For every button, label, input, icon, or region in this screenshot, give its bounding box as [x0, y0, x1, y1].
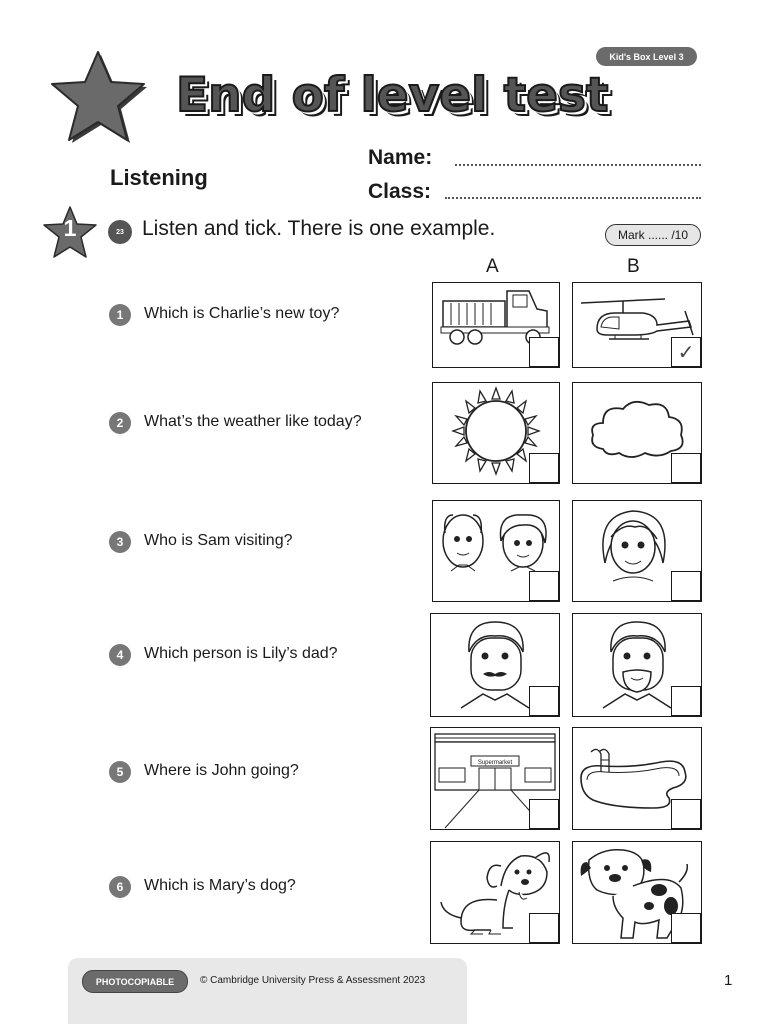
column-a-heading: A	[486, 256, 499, 277]
tick-box-a[interactable]	[529, 913, 559, 943]
tick-box-a[interactable]	[529, 453, 559, 483]
question-text: Which is Mary’s dog?	[144, 877, 296, 894]
option-b-woman[interactable]	[572, 500, 702, 602]
page-number: 1	[724, 972, 733, 989]
option-a-grandparents[interactable]	[432, 500, 560, 602]
option-b-swimming-pool[interactable]	[572, 727, 702, 830]
question-text: Which is Charlie’s new toy?	[144, 305, 340, 322]
class-label: Class:	[368, 180, 432, 203]
tick-box-b[interactable]	[671, 913, 701, 943]
supermarket-sign: Supermarket	[477, 760, 513, 766]
exercise-instruction: Listen and tick. There is one example.	[142, 217, 496, 240]
option-b-spotted-dog[interactable]	[572, 841, 702, 944]
option-b-helicopter[interactable]	[572, 282, 702, 368]
question-number: 4	[109, 644, 131, 666]
mark-box: Mark ...... /10	[605, 224, 701, 246]
page-title: End of level test	[176, 68, 609, 123]
question-text: What’s the weather like today?	[144, 413, 362, 430]
option-a-truck[interactable]	[432, 282, 560, 368]
tick-box-b[interactable]	[671, 799, 701, 829]
tick-box-a[interactable]	[529, 571, 559, 601]
column-b-heading: B	[627, 256, 640, 277]
question-number: 6	[109, 876, 131, 898]
tick-box-a[interactable]	[529, 686, 559, 716]
question-number: 3	[109, 531, 131, 553]
question-number: 2	[109, 412, 131, 434]
audio-track-icon[interactable]: 23	[108, 220, 132, 244]
photocopiable-badge: PHOTOCOPIABLE	[82, 970, 188, 993]
tick-box-b[interactable]	[671, 571, 701, 601]
option-a-man-moustache[interactable]	[430, 613, 560, 717]
question-number: 1	[109, 304, 131, 326]
class-field[interactable]	[445, 197, 701, 199]
star-icon	[46, 46, 150, 146]
option-b-cloud[interactable]	[572, 382, 702, 484]
tick-box-a[interactable]	[529, 799, 559, 829]
option-b-man-beard[interactable]	[572, 613, 702, 717]
name-label: Name:	[368, 146, 433, 169]
name-field[interactable]	[455, 164, 701, 166]
question-text: Which person is Lily’s dad?	[144, 645, 338, 662]
option-a-sun[interactable]	[432, 382, 560, 484]
tick-box-a[interactable]	[529, 337, 559, 367]
exercise-number: 1	[63, 215, 77, 241]
section-heading: Listening	[110, 165, 208, 190]
question-number: 5	[109, 761, 131, 783]
tick-box-b[interactable]	[671, 453, 701, 483]
tick-box-b[interactable]	[671, 686, 701, 716]
question-text: Where is John going?	[144, 762, 299, 779]
level-badge: Kid's Box Level 3	[596, 47, 697, 66]
question-text: Who is Sam visiting?	[144, 532, 293, 549]
option-a-dog[interactable]	[430, 841, 560, 944]
option-a-supermarket[interactable]	[430, 727, 560, 830]
tick-box-b[interactable]: ✓	[671, 337, 701, 367]
copyright-text: © Cambridge University Press & Assessment 2023	[200, 975, 426, 986]
